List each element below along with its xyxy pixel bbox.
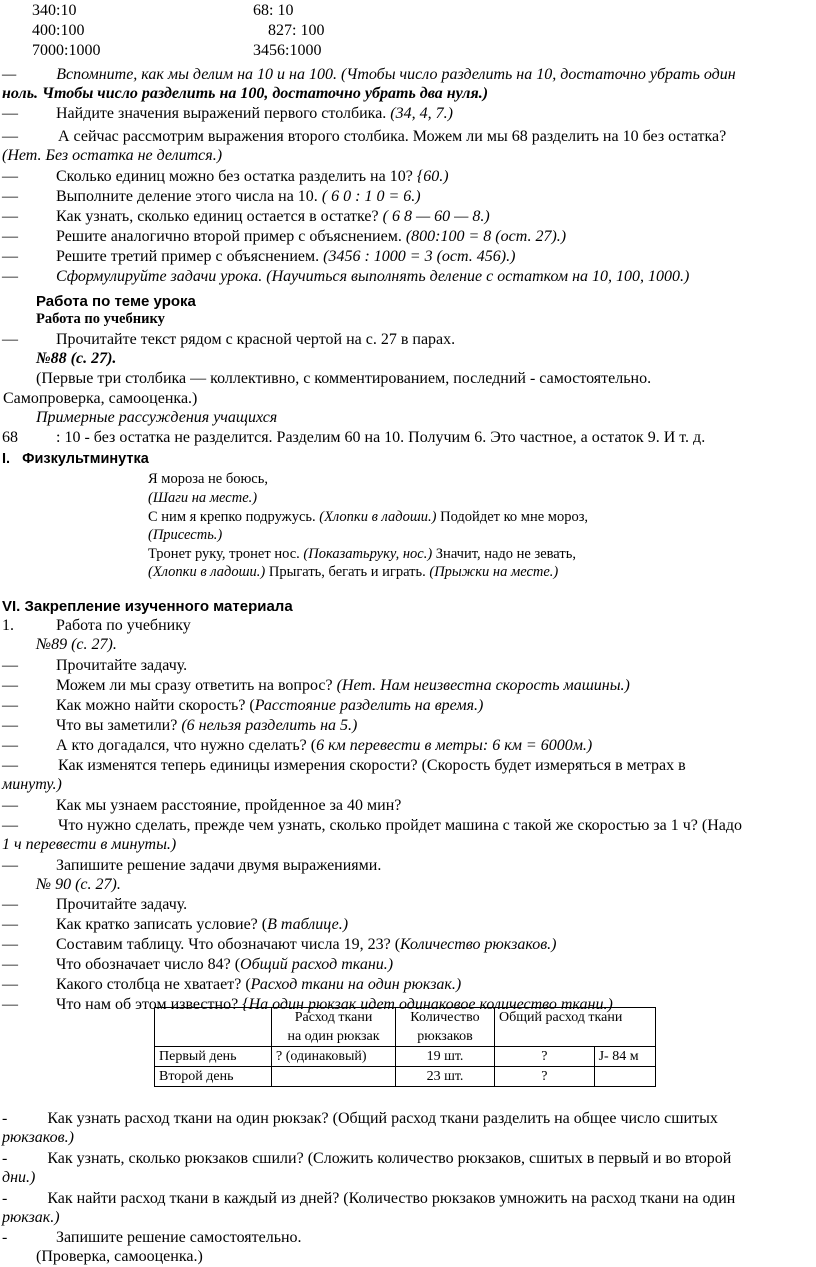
read-instruction: Прочитайте текст рядом с красной чертой на с. 27 в парах. [56,331,456,348]
table-cell: Первый день [155,1047,272,1067]
subheading: Работа по учебнику [36,311,165,327]
units-question: — Как изменятся теперь единицы измерения скорости? (Скорость будет измеряться в метрах в [2,757,686,774]
table-header-cell [155,1008,272,1047]
need-question-cont: 1 ч перевести в минуты.) [2,836,177,853]
poem-line: (Хлопки в ладоши.) Прыгать, бегать и играть. (Прыжки на месте.) [148,564,559,580]
question: Как кратко записать условие? (В таблице.) [56,916,349,933]
final-question: - Как узнать расход ткани на один рюкзак? (Общий расход ткани разделить на общее число сшитых [2,1110,718,1127]
units-question-cont: минуту.) [2,776,62,793]
question: Что вы заметили? (6 нельзя разделить на 5.) [56,717,358,734]
dash: — [2,956,18,973]
dash: — [2,896,18,913]
final-check: (Проверка, самооценка.) [36,1248,203,1265]
table-cell: ? [495,1067,595,1087]
fabric-table [154,1007,656,1087]
poem-line: Я мороза не боюсь, [148,471,268,487]
table-cell: 23 шт. [396,1067,495,1087]
dash: — [2,248,18,265]
question: Прочитайте задачу. [56,657,188,674]
final-question-cont: рюкзаков.) [2,1129,74,1146]
final-question: - Как узнать, сколько рюкзаков сшили? (Сложить количество рюкзаков, сшитых в первый и во второй [2,1150,732,1167]
table-header-cell: Общий расход ткани [495,1008,656,1047]
dash: — [2,996,18,1013]
question: Как можно найти скорость? (Расстояние разделить на время.) [56,697,484,714]
note-cont: Самопроверка, самооценка.) [3,390,198,407]
poem-line: (Присесть.) [148,527,223,543]
question: Какого столбца не хватает? (Расход ткани на один рюкзак.) [56,976,462,993]
example-left: 340:10 [32,2,77,19]
dash: — [2,857,18,874]
dash: - [2,1229,8,1246]
task-number: №88 (с. 27). [36,350,117,367]
dash: — [2,697,18,714]
note: (Первые три столбика — коллективно, с комментированием, последний - самостоятельно. [36,370,652,387]
dash: — [2,976,18,993]
question: Как мы узнаем расстояние, пройденное за 40 мин? [56,797,402,814]
task-number: №89 (с. 27). [36,636,117,653]
poem-line: С ним я крепко подружусь. (Хлопки в ладоши.) Подойдет ко мне мороз, [148,509,589,525]
question: Выполните деление этого числа на 10. ( 6 0 : 1 0 = 6.) [56,188,421,205]
dash: — [2,797,18,814]
example-right: 827: 100 [268,22,325,39]
physical-heading: I. Физкультминутка [2,451,149,467]
final-instruction: Запишите решение самостоятельно. [56,1229,302,1246]
question: Что обозначает число 84? (Общий расход ткани.) [56,956,394,973]
consolidation-heading: VI. Закрепление изученного материала [2,598,293,615]
dash: — [2,737,18,754]
question: Решите третий пример с объяснением. (3456 : 1000 = 3 (ост. 456).) [56,248,516,265]
dash: — [2,228,18,245]
question: Можем ли мы сразу ответить на вопрос? (Нет. Нам неизвестна скорость машины.) [56,677,630,694]
poem-line: Тронет руку, тронет нос. (Показатьруку, нос.) Значит, надо не зевать, [148,546,576,562]
section-heading: Работа по теме урока [36,293,196,310]
second-column: — А сейчас рассмотрим выражения второго столбика. Можем ли мы 68 разделить на 10 без остатка? [2,128,727,145]
dash: — [2,268,18,285]
example-left: 400:100 [32,22,85,39]
lesson-goal: Сформулируйте задачи урока. (Научиться выполнять деление с остатком на 10, 100, 1000.) [56,268,690,285]
reasoning-text: : 10 - без остатка не разделится. Разделим 60 на 10. Получим 6. Это частное, а остаток 9. И т. д. [56,429,706,446]
question: Прочитайте задачу. [56,896,188,913]
recall-line: — Вспомните, как мы делим на 10 и на 100. (Чтобы число разделить на 10, достаточно убрать один [2,66,736,83]
question: Запишите решение задачи двумя выражениями. [56,857,382,874]
final-question: - Как найти расход ткани в каждый из дней? (Количество рюкзаков умножить на расход ткани на один [2,1190,736,1207]
table-cell: ? [495,1047,595,1067]
question: Решите аналогично второй пример с объяснением. (800:100 = 8 (ост. 27).) [56,228,567,245]
table-header-row [155,1008,656,1047]
question: Сколько единиц можно без остатка разделить на 10? {60.) [56,168,449,185]
table-cell [594,1067,655,1087]
dash: — [2,936,18,953]
table-header-cell: Расход ткани на один рюкзак [272,1008,396,1047]
dash: — [2,105,18,122]
question: А кто догадался, что нужно сделать? (6 км перевести в метры: 6 км = 6000м.) [56,737,593,754]
table-cell [272,1067,396,1087]
question: Как узнать, сколько единиц остается в остатке? ( 6 8 — 60 — 8.) [56,208,490,225]
dash: — [2,916,18,933]
example-right: 68: 10 [253,2,294,19]
find-values: Найдите значения выражений первого столбика. (34, 4, 7.) [56,105,453,122]
item-number: 1. [2,617,14,634]
poem-line: (Шаги на месте.) [148,490,258,506]
table-row [155,1047,656,1067]
dash: — [2,657,18,674]
table-cell: 19 шт. [396,1047,495,1067]
dash: — [2,208,18,225]
table-cell: Второй день [155,1067,272,1087]
example-right: 3456:1000 [253,42,322,59]
question: Что нам об этом известно? {На один рюкзак идет одинаковое количество ткани.) [56,996,613,1013]
second-column-answer: (Нет. Без остатка не делится.) [2,147,223,164]
question: Составим таблицу. Что обозначают числа 19, 23? (Количество рюкзаков.) [56,936,557,953]
example-left: 7000:1000 [32,42,101,59]
table-cell: ? (одинаковый) [272,1047,396,1067]
dash: — [2,677,18,694]
table-row [155,1067,656,1087]
dash: — [2,717,18,734]
task-number: № 90 (с. 27). [36,876,121,893]
dash: — [2,188,18,205]
final-question-cont: рюкзак.) [2,1209,60,1226]
item-text: Работа по учебнику [56,617,191,634]
recall-line-cont: ноль. Чтобы число разделить на 100, достаточно убрать два нуля.) [2,85,489,102]
final-question-cont: дни.) [2,1169,36,1186]
dash: — [2,331,18,348]
table-cell: J- 84 м [594,1047,655,1067]
dash: — [2,168,18,185]
reasoning-number: 68 [2,429,18,446]
need-question: — Что нужно сделать, прежде чем узнать, сколько пройдет машина с такой же скоростью за 1 ч? (Надо [2,817,743,834]
reasoning-title: Примерные рассуждения учащихся [36,409,278,426]
table-header-cell: Количество рюкзаков [396,1008,495,1047]
